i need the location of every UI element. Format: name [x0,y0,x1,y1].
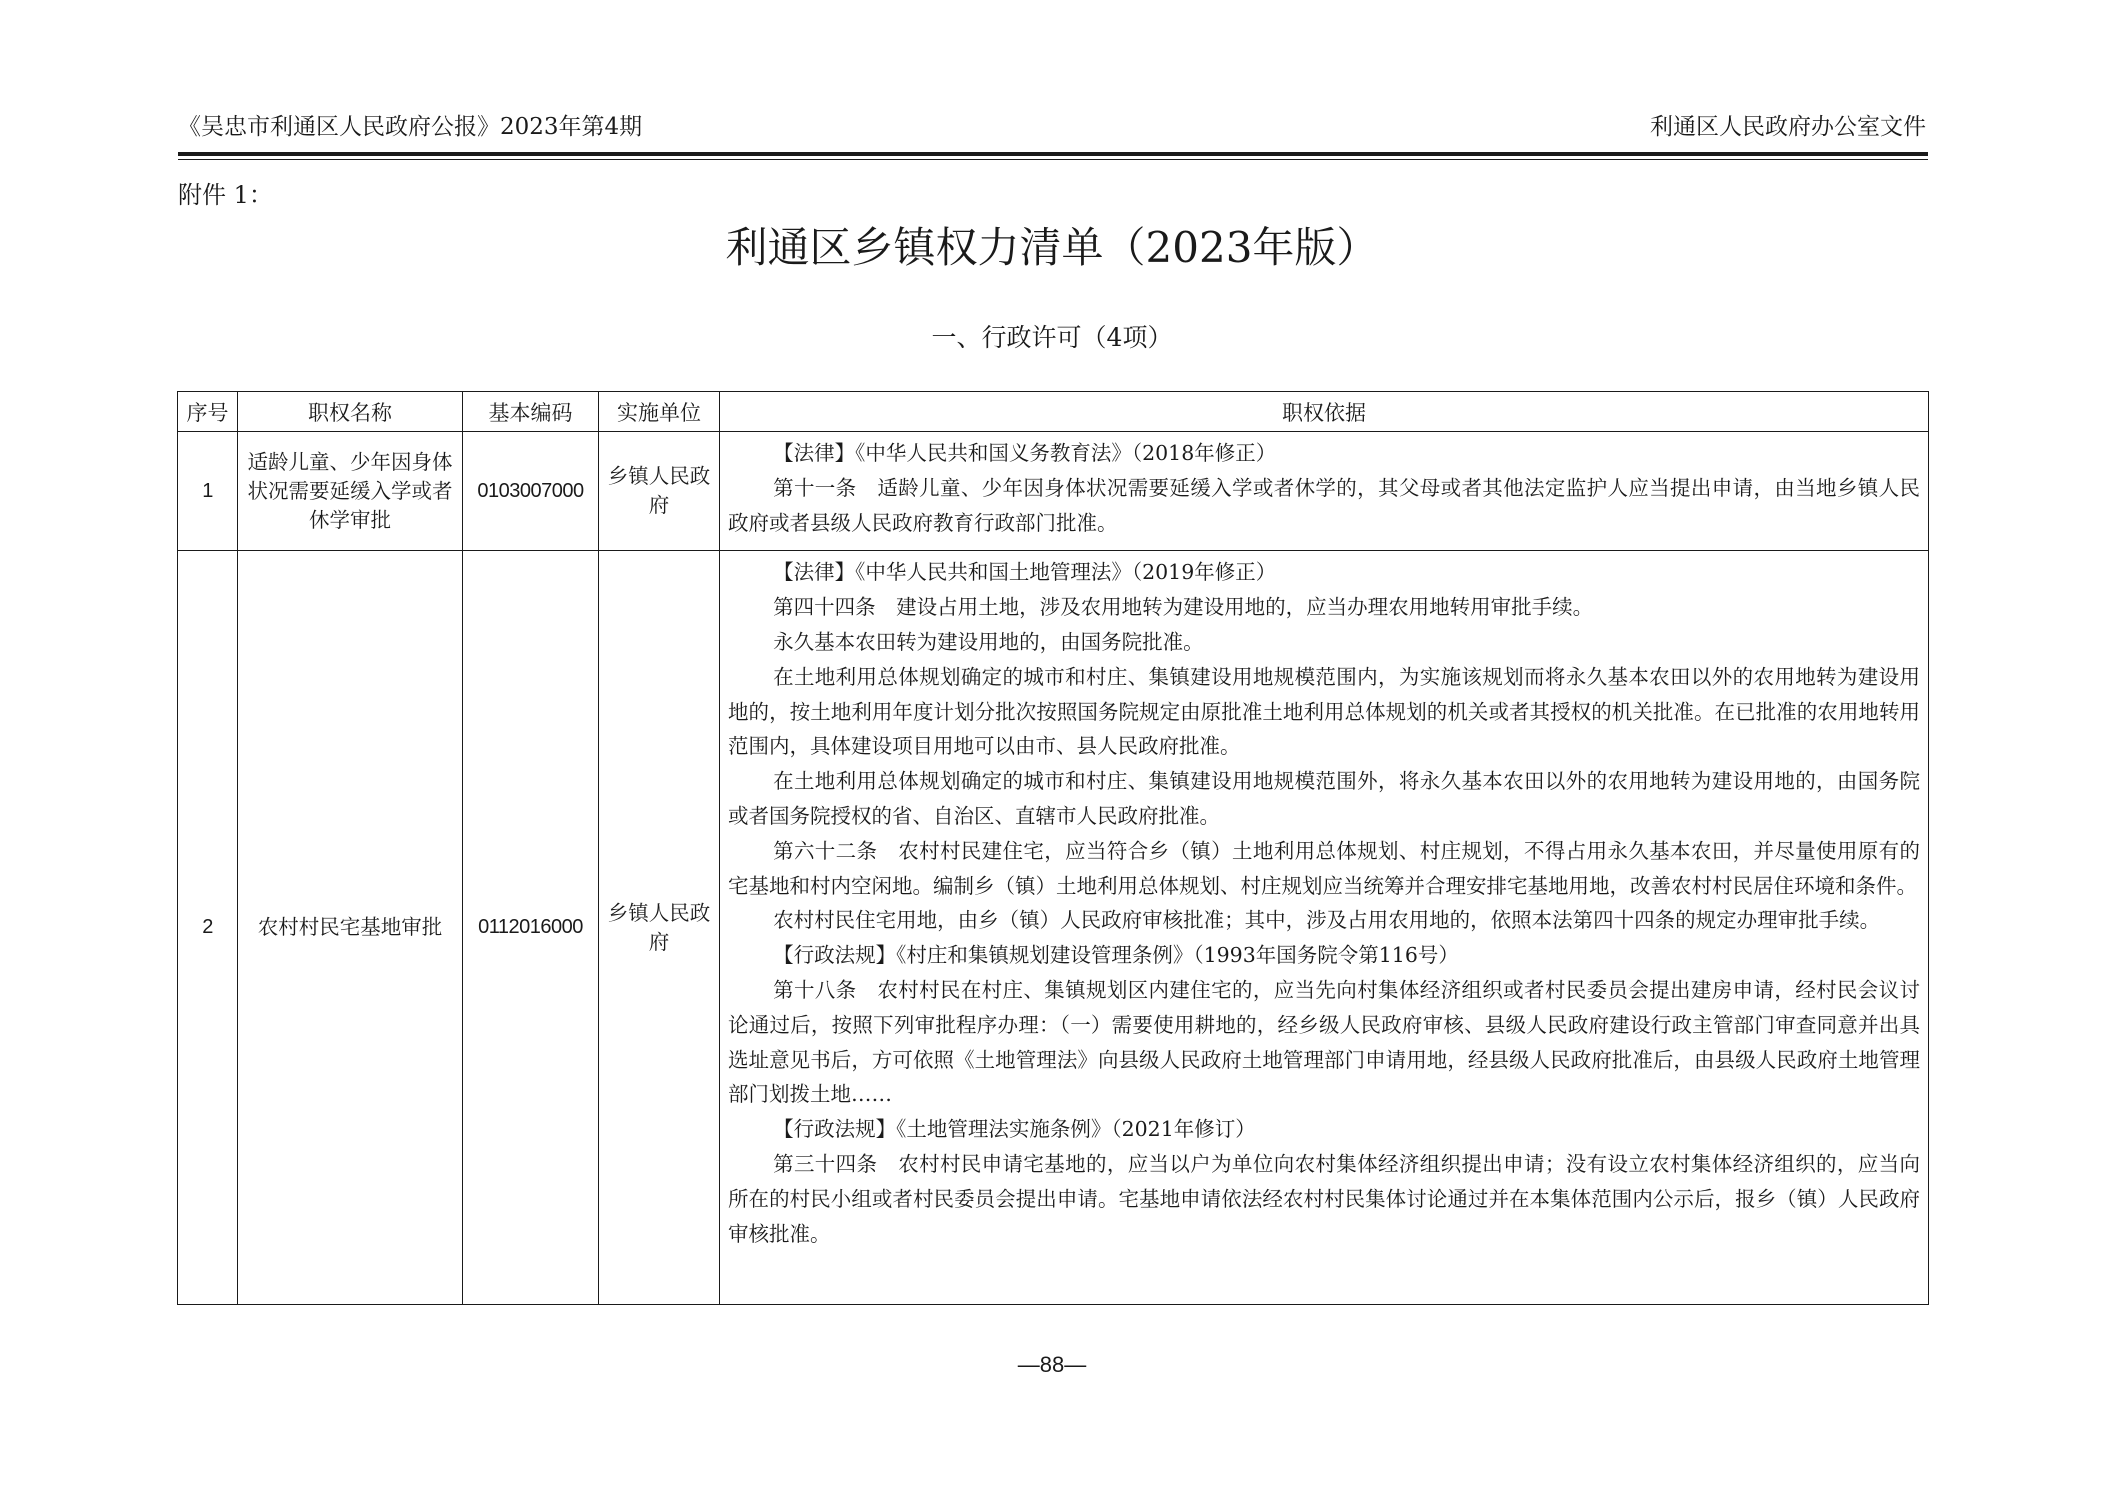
header-implementing-unit: 实施单位 [599,392,720,432]
row-implementing-unit: 乡镇人民政府 [599,551,720,1305]
basis-paragraph: 第十八条 农村村民在村庄、集镇规划区内建住宅的，应当先向村集体经济组织或者村民委员会提出建房申请，经村民会议讨论通过后，按照下列审批程序办理：（一）需要使用耕地的，经乡级人民政府审核、县级人民政府建设行政主管部门审查同意并出具选址意见书后，方可依照《土地管理法》向县级人民政府土地管理部门申请用地，经县级人民政府批准后，由县级人民政府土地管理部门划拨土地…… [728,977,1920,1107]
document-title: 利通区乡镇权力清单（2023年版） [725,223,1379,272]
basis-paragraph: 【法律】《中华人民共和国土地管理法》（2019年修正） [773,560,1277,585]
basis-paragraph: 第十一条 适龄儿童、少年因身体状况需要延缓入学或者休学的，其父母或者其他法定监护人应当提出申请，由当地乡镇人民政府或者县级人民政府教育行政部门批准。 [728,475,1920,535]
table-row [178,432,1929,551]
basis-paragraph: 第四十四条 建设占用土地，涉及农用地转为建设用地的，应当办理农用地转用审批手续。 [773,595,1594,620]
section-title: 一、行政许可（4项） [931,323,1173,352]
table-header-row [178,392,1929,432]
row-power-name: 适龄儿童、少年因身体状况需要延缓入学或者休学审批 [238,432,463,551]
basis-paragraph: 在土地利用总体规划确定的城市和村庄、集镇建设用地规模范围外，将永久基本农田以外的农用地转为建设用地的，由国务院或者国务院授权的省、自治区、直辖市人民政府批准。 [728,769,1920,828]
header-legal-basis: 职权依据 [720,392,1929,432]
row-index: 1 [178,432,238,551]
row-legal-basis [720,551,1929,1305]
basis-paragraph: 第三十四条 农村村民申请宅基地的，应当以户为单位向农村集体经济组织提出申请；没有设立农村集体经济组织的，应当向所在的村民小组或者村民委员会提出申请。宅基地申请依法经农村村民集体讨论通过并在本集体范围内公示后，报乡（镇）人民政府审核批准。 [728,1151,1920,1246]
header-rule-thin [178,159,1928,160]
header-publication: 《吴忠市利通区人民政府公报》2023年第4期 [178,114,643,140]
row-index: 2 [178,551,238,1305]
attachment-label: 附件 1： [178,181,273,209]
header-rule-thick [178,152,1928,156]
basis-paragraph: 【行政法规】《村庄和集镇规划建设管理条例》（1993年国务院令第116号） [773,943,1459,968]
page-number: —88— [1017,1352,1087,1377]
basis-paragraph: 【法律】《中华人民共和国义务教育法》（2018年修正） [773,441,1277,465]
header-index: 序号 [178,392,238,432]
table-row [178,551,1929,1305]
basis-paragraph: 第六十二条 农村村民建住宅，应当符合乡（镇）土地利用总体规划、村庄规划，不得占用永久基本农田，并尽量使用原有的宅基地和村内空闲地。编制乡（镇）土地利用总体规划、村庄规划应当统筹并合理安排宅基地用地，改善农村村民居住环境和条件。 [728,838,1920,898]
row-basic-code: 0103007000 [463,432,599,551]
row-basic-code: 0112016000 [463,551,599,1305]
row-implementing-unit: 乡镇人民政府 [599,432,720,551]
basis-paragraph: 永久基本农田转为建设用地的，由国务院批准。 [773,629,1204,654]
header-issuer: 利通区人民政府办公室文件 [1650,114,1926,140]
row-legal-basis [720,432,1929,551]
basis-paragraph: 农村村民住宅用地，由乡（镇）人民政府审核批准；其中，涉及占用农用地的，依照本法第四十四条的规定办理审批手续。 [773,908,1881,933]
row-power-name: 农村村民宅基地审批 [238,551,463,1305]
basis-paragraph: 【行政法规】《土地管理法实施条例》（2021年修订） [773,1117,1256,1142]
header-basic-code: 基本编码 [463,392,599,432]
power-list-table [177,391,1929,1305]
header-power-name: 职权名称 [238,392,463,432]
basis-paragraph: 在土地利用总体规划确定的城市和村庄、集镇建设用地规模范围内，为实施该规划而将永久基本农田以外的农用地转为建设用地的，按土地利用年度计划分批次按照国务院规定由原批准土地利用总体规划的机关或者其授权的机关批准。在已批准的农用地转用范围内，具体建设项目用地可以由市、县人民政府批准。 [728,664,1920,759]
